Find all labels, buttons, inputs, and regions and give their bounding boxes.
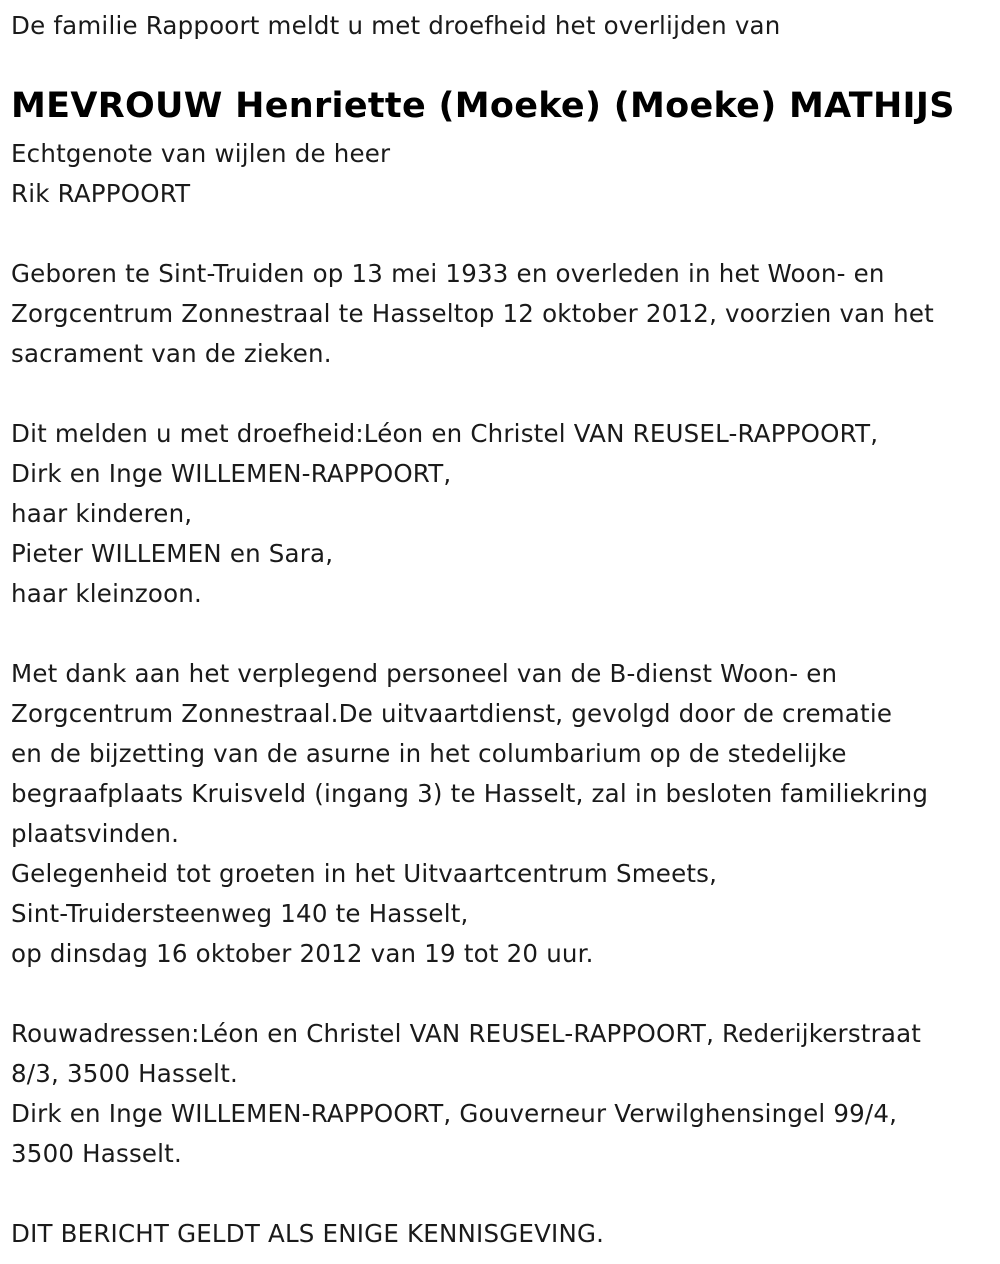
paragraph-line: 3500 Hasselt.: [11, 1139, 182, 1168]
spouse-line: Rik RAPPOORT: [11, 179, 191, 208]
paragraph-line: en de bijzetting van de asurne in het columbarium op de stedelijke: [11, 739, 847, 768]
paragraph-line: Zorgcentrum Zonnestraal te Hasseltop 12 oktober 2012, voorzien van het: [11, 299, 934, 328]
paragraph-line: haar kinderen,: [11, 499, 193, 528]
paragraph-line: sacrament van de zieken.: [11, 339, 332, 368]
paragraph-line: Rouwadressen:Léon en Christel VAN REUSEL-RAPPOORT, Rederijkerstraat: [11, 1019, 922, 1048]
spouse-block: [11, 134, 991, 214]
paragraph-line: 8/3, 3500 Hasselt.: [11, 1059, 238, 1088]
paragraph-line: Dit melden u met droefheid:Léon en Christel VAN REUSEL-RAPPOORT,: [11, 419, 879, 448]
paragraph-line: Pieter WILLEMEN en Sara,: [11, 539, 334, 568]
family-paragraph: [11, 414, 991, 614]
birth-death-paragraph: [11, 254, 991, 374]
spouse-line: Echtgenote van wijlen de heer: [11, 139, 391, 168]
deceased-name: MEVROUW Henriette (Moeke) (Moeke) MATHIJS: [11, 86, 955, 126]
paragraph-line: haar kleinzoon.: [11, 579, 202, 608]
paragraph-line: Zorgcentrum Zonnestraal.De uitvaartdienst, gevolgd door de crematie: [11, 699, 893, 728]
paragraph-line: Geboren te Sint-Truiden op 13 mei 1933 en overleden in het Woon- en: [11, 259, 885, 288]
paragraph-line: Dirk en Inge WILLEMEN-RAPPOORT,: [11, 459, 452, 488]
closing-paragraph: [11, 1214, 991, 1254]
addresses-paragraph: [11, 1014, 991, 1174]
closing-line: DIT BERICHT GELDT ALS ENIGE KENNISGEVING.: [11, 1219, 605, 1248]
paragraph-line: begraafplaats Kruisveld (ingang 3) te Hasselt, zal in besloten familiekring: [11, 779, 929, 808]
paragraph-line: Gelegenheid tot groeten in het Uitvaartcentrum Smeets,: [11, 859, 718, 888]
intro-text: De familie Rappoort meldt u met droefheid het overlijden van: [11, 11, 781, 40]
paragraph-line: plaatsvinden.: [11, 819, 180, 848]
paragraph-line: op dinsdag 16 oktober 2012 van 19 tot 20 uur.: [11, 939, 594, 968]
paragraph-line: Dirk en Inge WILLEMEN-RAPPOORT, Gouverneur Verwilghensingel 99/4,: [11, 1099, 898, 1128]
service-paragraph: [11, 654, 991, 974]
paragraph-line: Sint-Truidersteenweg 140 te Hasselt,: [11, 899, 469, 928]
paragraph-line: Met dank aan het verplegend personeel van de B-dienst Woon- en: [11, 659, 838, 688]
